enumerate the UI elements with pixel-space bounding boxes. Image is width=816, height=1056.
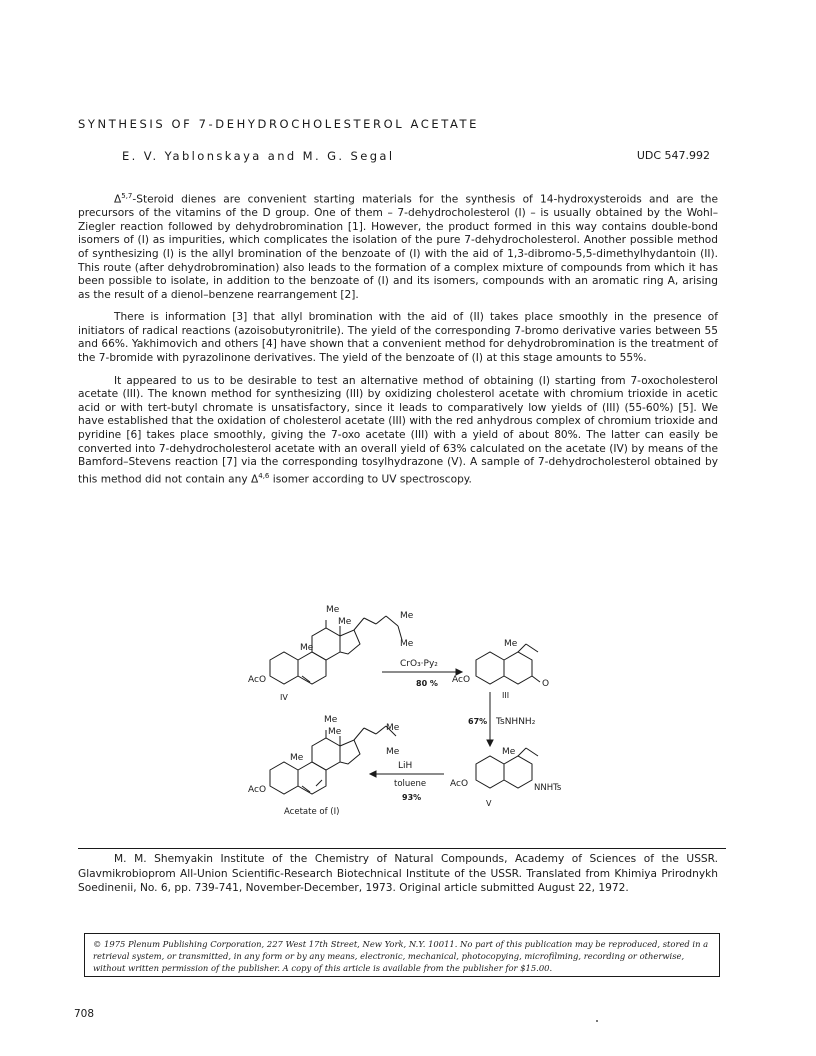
article-title: SYNTHESIS OF 7-DEHYDROCHOLESTEROL ACETATE: [78, 117, 480, 131]
label-me: Me: [290, 753, 304, 763]
label-oxo: O: [542, 679, 550, 689]
paragraph-1-text: -Steroid dienes are convenient starting materials for the synthesis of 14-hydroxysteroids and are the precursors of the vitamins of the D group. One of them – 7-dehydrocholesterol (I) – is usually obtained by the Wohl–Ziegler reaction followed by dehydrobromination [1]. However, the product formed in this way contains double-bond isomers of (I) as impurities, which complicates the isolation of the pure 7-dehydrocholesterol. Another possible method of synthesizing (I) is the allyl bromination of the benzoate of (I) with the aid of 1,3-dibromo-5,5-dimethylhydantoin (II). This route (after dehydrobromination) also leads to the formation of a complex mixture of compounds from which it has been possible to isolate, in addition to the benzoate of (I) and its isomers, compounds with an aromatic ring A, arising as the result of a dienol–benzene rearrangement [2].: [78, 193, 718, 301]
label-me: Me: [328, 727, 342, 737]
copyright-notice: © 1975 Plenum Publishing Corporation, 227 West 17th Street, New York, N.Y. 10011. No part of this publication may be reproduced, stored in a retrieval system, or transmitted, in any form or by any means, electronic, mechanical, photocopying, microfilming, recording or otherwise, without written permission of the publisher. A copy of this article is available from the publisher for $15.00.: [84, 933, 720, 977]
paragraph-3-end: isomer according to UV spectroscopy.: [269, 473, 472, 486]
label-me: Me: [400, 611, 414, 621]
paragraph-2: There is information [3] that allyl bromination with the aid of (II) takes place smoothly in the presence of initiators of radical reactions (azoisobutyronitrile). The yield of the corresponding 7-bromo derivative varies between 55 and 66%. Yakhimovich and others [4] have shown that a convenient method for dehydrobromination is the treatment of the 7-bromide with pyrazolinone derivatives. The yield of the benzoate of (I) at this stage amounts to 55%.: [78, 311, 718, 365]
label-aco: AcO: [248, 785, 267, 795]
compound-label-acetate: Acetate of (I): [284, 807, 340, 817]
reagent-lithium-hydride: LiH: [398, 761, 413, 771]
compound-label-iv: IV: [280, 693, 288, 702]
label-me: Me: [386, 723, 400, 733]
reagent-oxidation: CrO₃·Py₂: [400, 659, 438, 669]
reagent-tosylhydrazine: TsNHNH₂: [496, 717, 536, 727]
delta-superscript: 5,7: [121, 192, 133, 200]
yield-bamford-stevens: 93%: [402, 793, 422, 802]
label-aco: AcO: [450, 779, 469, 789]
label-me: Me: [504, 639, 518, 649]
label-me: Me: [324, 715, 338, 725]
paragraph-1: [78, 190, 718, 302]
label-aco: AcO: [248, 675, 267, 685]
delta-superscript-2: 4,6: [258, 471, 270, 480]
delta-symbol: Δ: [114, 193, 122, 206]
delta-symbol-2: Δ: [251, 473, 259, 486]
label-nnhts: NNHTs: [534, 783, 562, 793]
label-me: Me: [400, 639, 414, 649]
label-me: Me: [386, 747, 400, 757]
footnote-rule: [78, 848, 726, 849]
paragraph-3-text: It appeared to us to be desirable to test an alternative method of obtaining (I) starting from 7-oxocholesterol acetate (III). The known method for synthesizing (III) by oxidizing cholesterol acetate with chromium trioxide in acetic acid or with tert-butyl chromate is unsatisfactory, since it leads to comparatively low yields of (III) (55-60%) [5]. We have established that the oxidation of cholesterol acetate (III) with the red anhydrous complex of chromium trioxide and pyridine [6] takes place smoothly, giving the 7-oxo acetate (III) with a yield of about 80%. The latter can easily be converted into 7-dehydrocholesterol acetate with an overall yield of 63% calculated on the acetate (IV) by means of the Bamford–Stevens reaction [7] via the corresponding tosylhydrazone (V). A sample of 7-dehydrocholesterol obtained by this method did not contain any: [78, 374, 718, 486]
yield-tosylhydrazone: 67%: [468, 717, 488, 726]
label-me: Me: [338, 617, 352, 627]
paragraph-3: [78, 375, 718, 487]
label-me: Me: [326, 605, 340, 615]
solvent-toluene: toluene: [394, 779, 427, 789]
compound-label-iii: III: [502, 691, 510, 700]
compound-label-v: V: [486, 799, 492, 808]
label-me: Me: [502, 747, 516, 757]
label-me: Me: [300, 643, 314, 653]
udc-code: UDC 547.992: [636, 149, 710, 162]
reaction-scheme: [240, 600, 580, 820]
article-authors: E. V. Yablonskaya and M. G. Segal: [122, 149, 395, 163]
steroid-structure-iii: [476, 644, 540, 684]
steroid-structure-iv: [270, 616, 402, 684]
page-number: 708: [74, 1008, 95, 1020]
yield-oxidation: 80 %: [416, 679, 438, 688]
label-aco: AcO: [452, 675, 471, 685]
affiliation-footnote: M. M. Shemyakin Institute of the Chemistry of Natural Compounds, Academy of Sciences of the USSR. Glavmikrobioprom All-Union Scientific-Research Biotechnical Institute of the USSR. Translated from Khimiya Prirodnykh Soedinenii, No. 6, pp. 739-741, November-December, 1973. Original article submitted August 22, 1972.: [78, 853, 718, 895]
body-text: [78, 190, 718, 496]
scan-speck: [596, 1020, 598, 1022]
